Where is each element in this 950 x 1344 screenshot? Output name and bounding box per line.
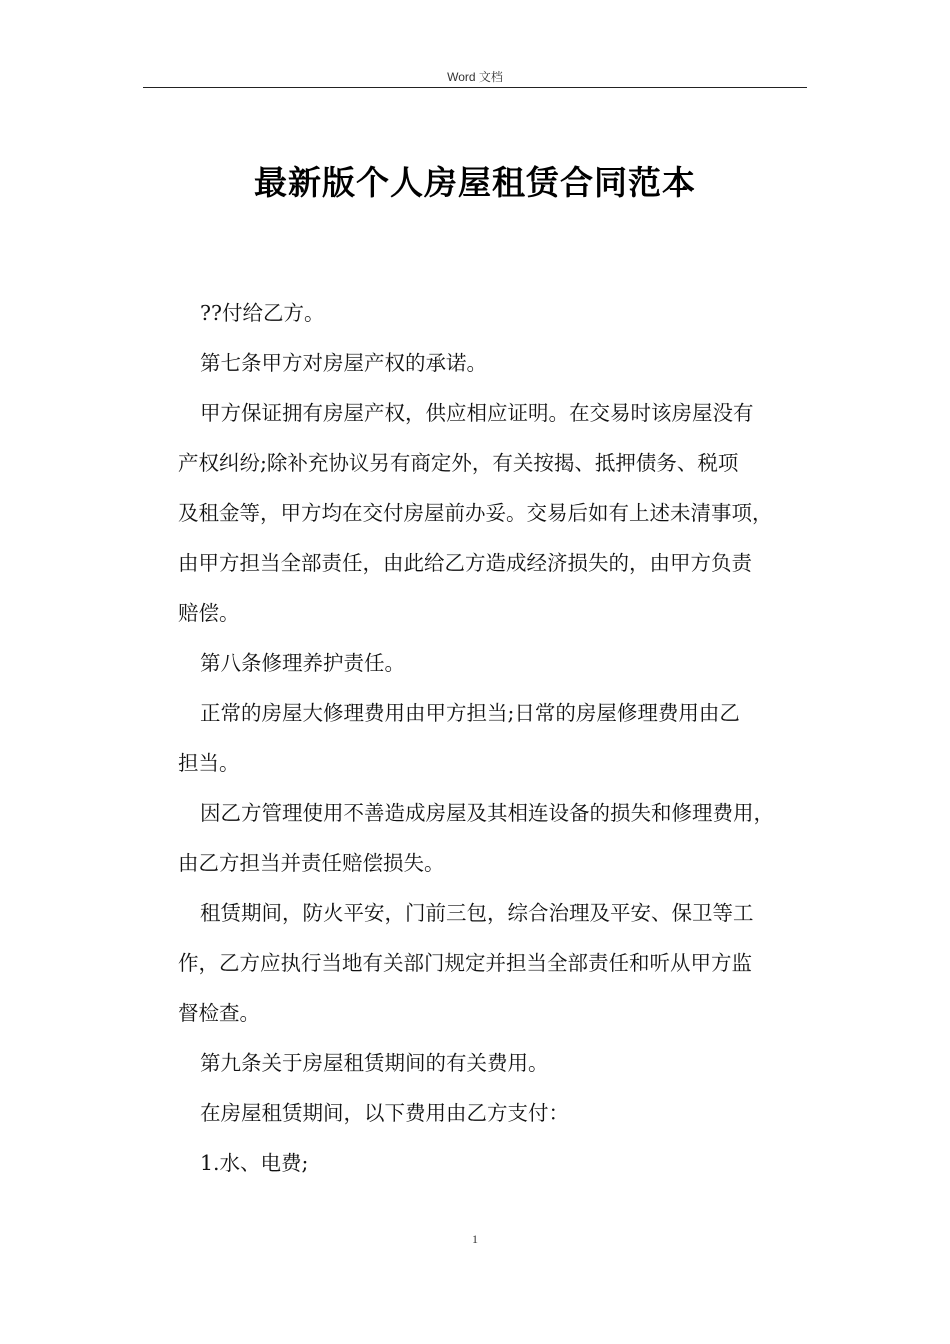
body-line: 租赁期间，防火平安，门前三包，综合治理及平安、保卫等工 (200, 901, 754, 925)
body-line: 担当。 (178, 751, 240, 775)
body-line: 正常的房屋大修理费用由甲方担当;日常的房屋修理费用由乙 (200, 701, 740, 725)
body-line: 由乙方担当并责任赔偿损失。 (178, 851, 445, 875)
body-line: 作，乙方应执行当地有关部门规定并担当全部责任和听从甲方监 (178, 951, 752, 975)
body-line: 产权纠纷;除补充协议另有商定外，有关按揭、抵押债务、税项 (178, 451, 739, 475)
document-title: 最新版个人房屋租赁合同范本 (254, 163, 696, 202)
body-line: 第八条修理养护责任。 (200, 651, 405, 675)
body-line: 甲方保证拥有房屋产权，供应相应证明。在交易时该房屋没有 (200, 401, 754, 425)
body-line: 在房屋租赁期间，以下费用由乙方支付： (200, 1101, 569, 1125)
document-body (178, 288, 808, 1188)
page-header-label: Word 文档 (447, 70, 503, 84)
body-line: 及租金等，甲方均在交付房屋前办妥。交易后如有上述未清事项， (178, 501, 773, 525)
body-line: 第七条甲方对房屋产权的承诺。 (200, 351, 487, 375)
body-line: ??付给乙方。 (200, 301, 325, 325)
body-line: 督检查。 (178, 1001, 260, 1025)
body-line: 第九条关于房屋租赁期间的有关费用。 (200, 1051, 549, 1075)
page-number: 1 (472, 1232, 478, 1246)
body-line: 赔偿。 (178, 601, 240, 625)
body-line: 因乙方管理使用不善造成房屋及其相连设备的损失和修理费用， (200, 801, 774, 825)
header-divider (143, 87, 807, 88)
body-line: 1.水、电费; (200, 1151, 309, 1175)
body-line: 由甲方担当全部责任，由此给乙方造成经济损失的，由甲方负责 (178, 551, 752, 575)
